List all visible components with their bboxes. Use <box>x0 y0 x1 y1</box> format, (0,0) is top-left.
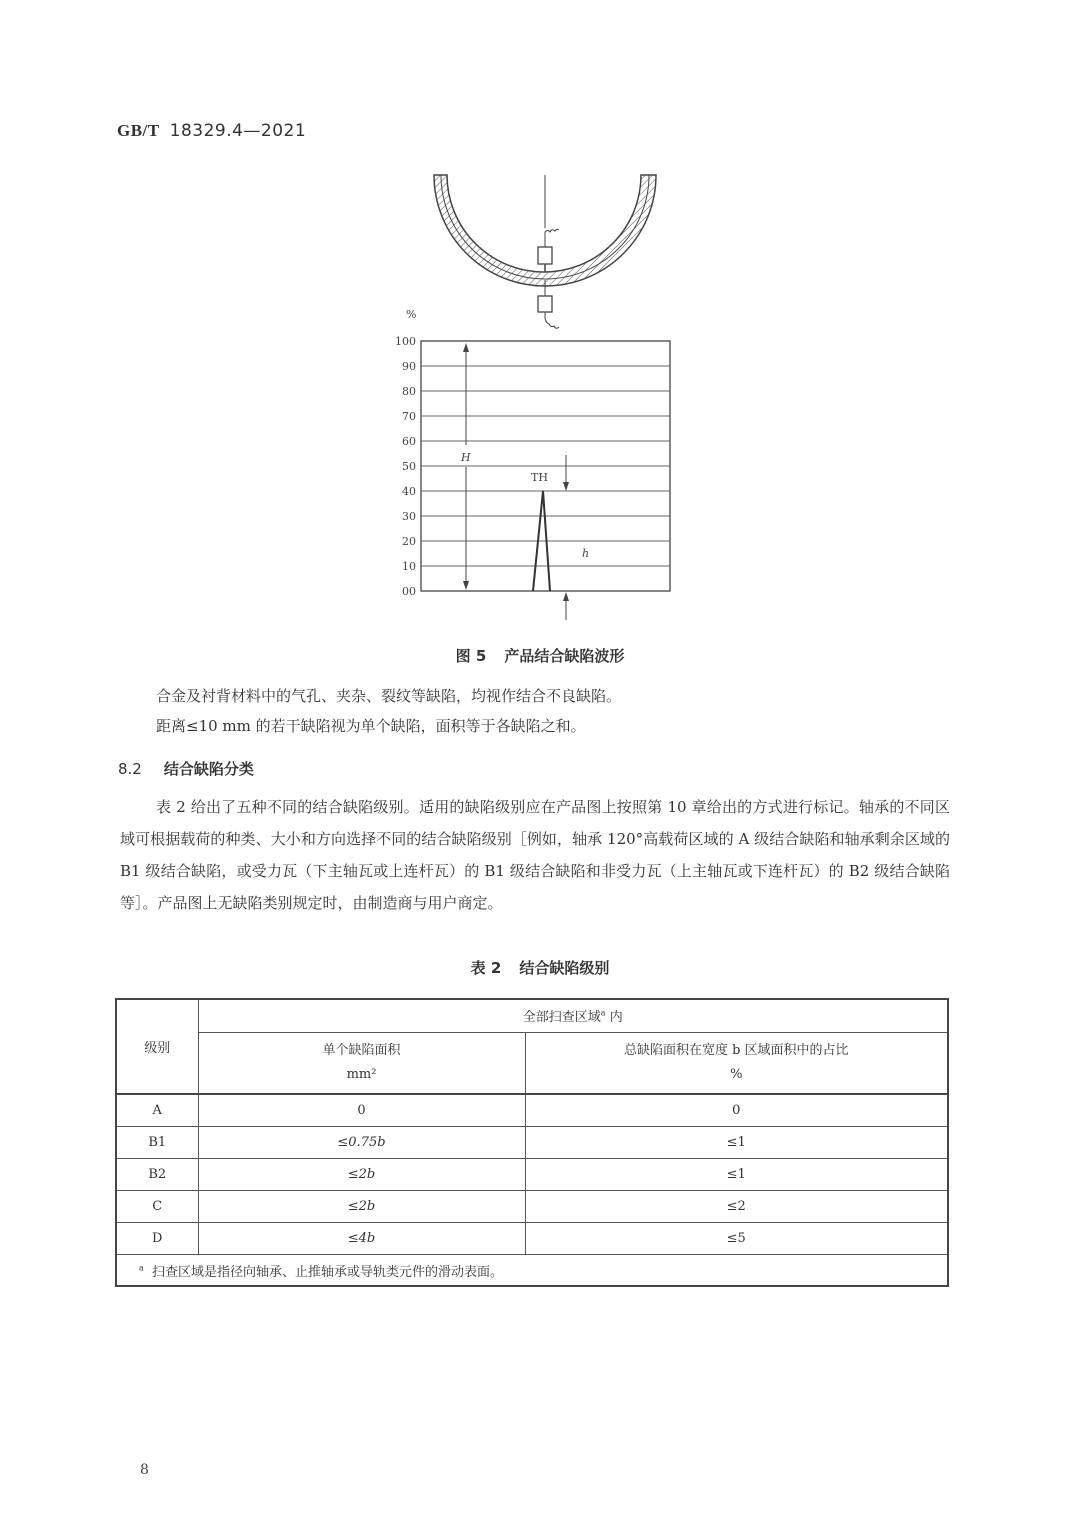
section-heading: 8.2 结合缺陷分类 <box>118 760 254 778</box>
paragraph-3: 表 2 给出了五种不同的结合缺陷级别。适用的缺陷级别应在产品图上按照第 10 章给出的方式进行标记。轴承的不同区域可根据载荷的种类、大小和方向选择不同的结合缺陷级别［例如，轴承 120°高载荷区域的 A 级结合缺陷和轴承剩余区域的 B1 级结合缺陷，或受力瓦（下主轴瓦或上连杆瓦）的 B1 级结合缺陷和非受力瓦（上主轴瓦或下连杆瓦）的 B2 级结合缺陷等］。产品图上无缺陷类别规定时，由制造商与用户商定。 <box>120 798 950 912</box>
bearing-waveform-diagram <box>390 168 690 628</box>
col-header-grade: 级别 <box>116 999 198 1094</box>
probe-lower-icon <box>538 296 552 312</box>
standard-number: 18329.4—2021 <box>169 121 307 141</box>
probe-upper-icon <box>538 247 552 264</box>
svg-text:30: 30 <box>402 510 416 523</box>
table-caption: 表 2 结合缺陷级别 <box>470 959 610 977</box>
svg-text:70: 70 <box>402 410 416 423</box>
paragraph-2: 距离≤10 mm 的若干缺陷视为单个缺陷，面积等于各缺陷之和。 <box>156 717 586 735</box>
table-row: B2 ≤2b ≤1 <box>116 1159 948 1191</box>
standard-code <box>117 121 306 141</box>
standard-prefix: GB/T <box>117 121 160 140</box>
table-row: A 0 0 <box>116 1094 948 1127</box>
svg-text:10: 10 <box>402 560 416 573</box>
col-header-total-ratio: 总缺陷面积在宽度 b 区域面积中的占比 % <box>525 1032 948 1094</box>
table-footnote: $^a$ 扫查区域是指径向轴承、止推轴承或导轨类元件的滑动表面。 <box>116 1255 948 1287</box>
svg-text:20: 20 <box>402 535 416 548</box>
col-header-single-area: 单个缺陷面积 mm² <box>198 1032 525 1094</box>
table-row: D ≤4b ≤5 <box>116 1223 948 1255</box>
page-number: 8 <box>140 1462 149 1478</box>
table-row: B1 ≤0.75b ≤1 <box>116 1127 948 1159</box>
table-row: C ≤2b ≤2 <box>116 1191 948 1223</box>
y-unit-label: % <box>406 308 417 321</box>
svg-text:00: 00 <box>402 585 416 598</box>
figure-caption: 图 5 产品结合缺陷波形 <box>455 647 625 665</box>
defect-grade-table <box>115 998 949 1287</box>
svg-text:90: 90 <box>402 360 416 373</box>
svg-text:60: 60 <box>402 435 416 448</box>
label-TH: TH <box>531 471 548 484</box>
label-H: H <box>461 451 471 464</box>
figure-5 <box>390 168 690 628</box>
svg-text:40: 40 <box>402 485 416 498</box>
svg-text:50: 50 <box>402 460 416 473</box>
group-header: 全部扫查区域$^a$ 内 <box>198 999 948 1032</box>
svg-text:100: 100 <box>395 335 416 348</box>
paragraph-1: 合金及衬背材料中的气孔、夹杂、裂纹等缺陷，均视作结合不良缺陷。 <box>156 687 622 705</box>
label-h: h <box>582 547 590 560</box>
svg-text:80: 80 <box>402 385 416 398</box>
